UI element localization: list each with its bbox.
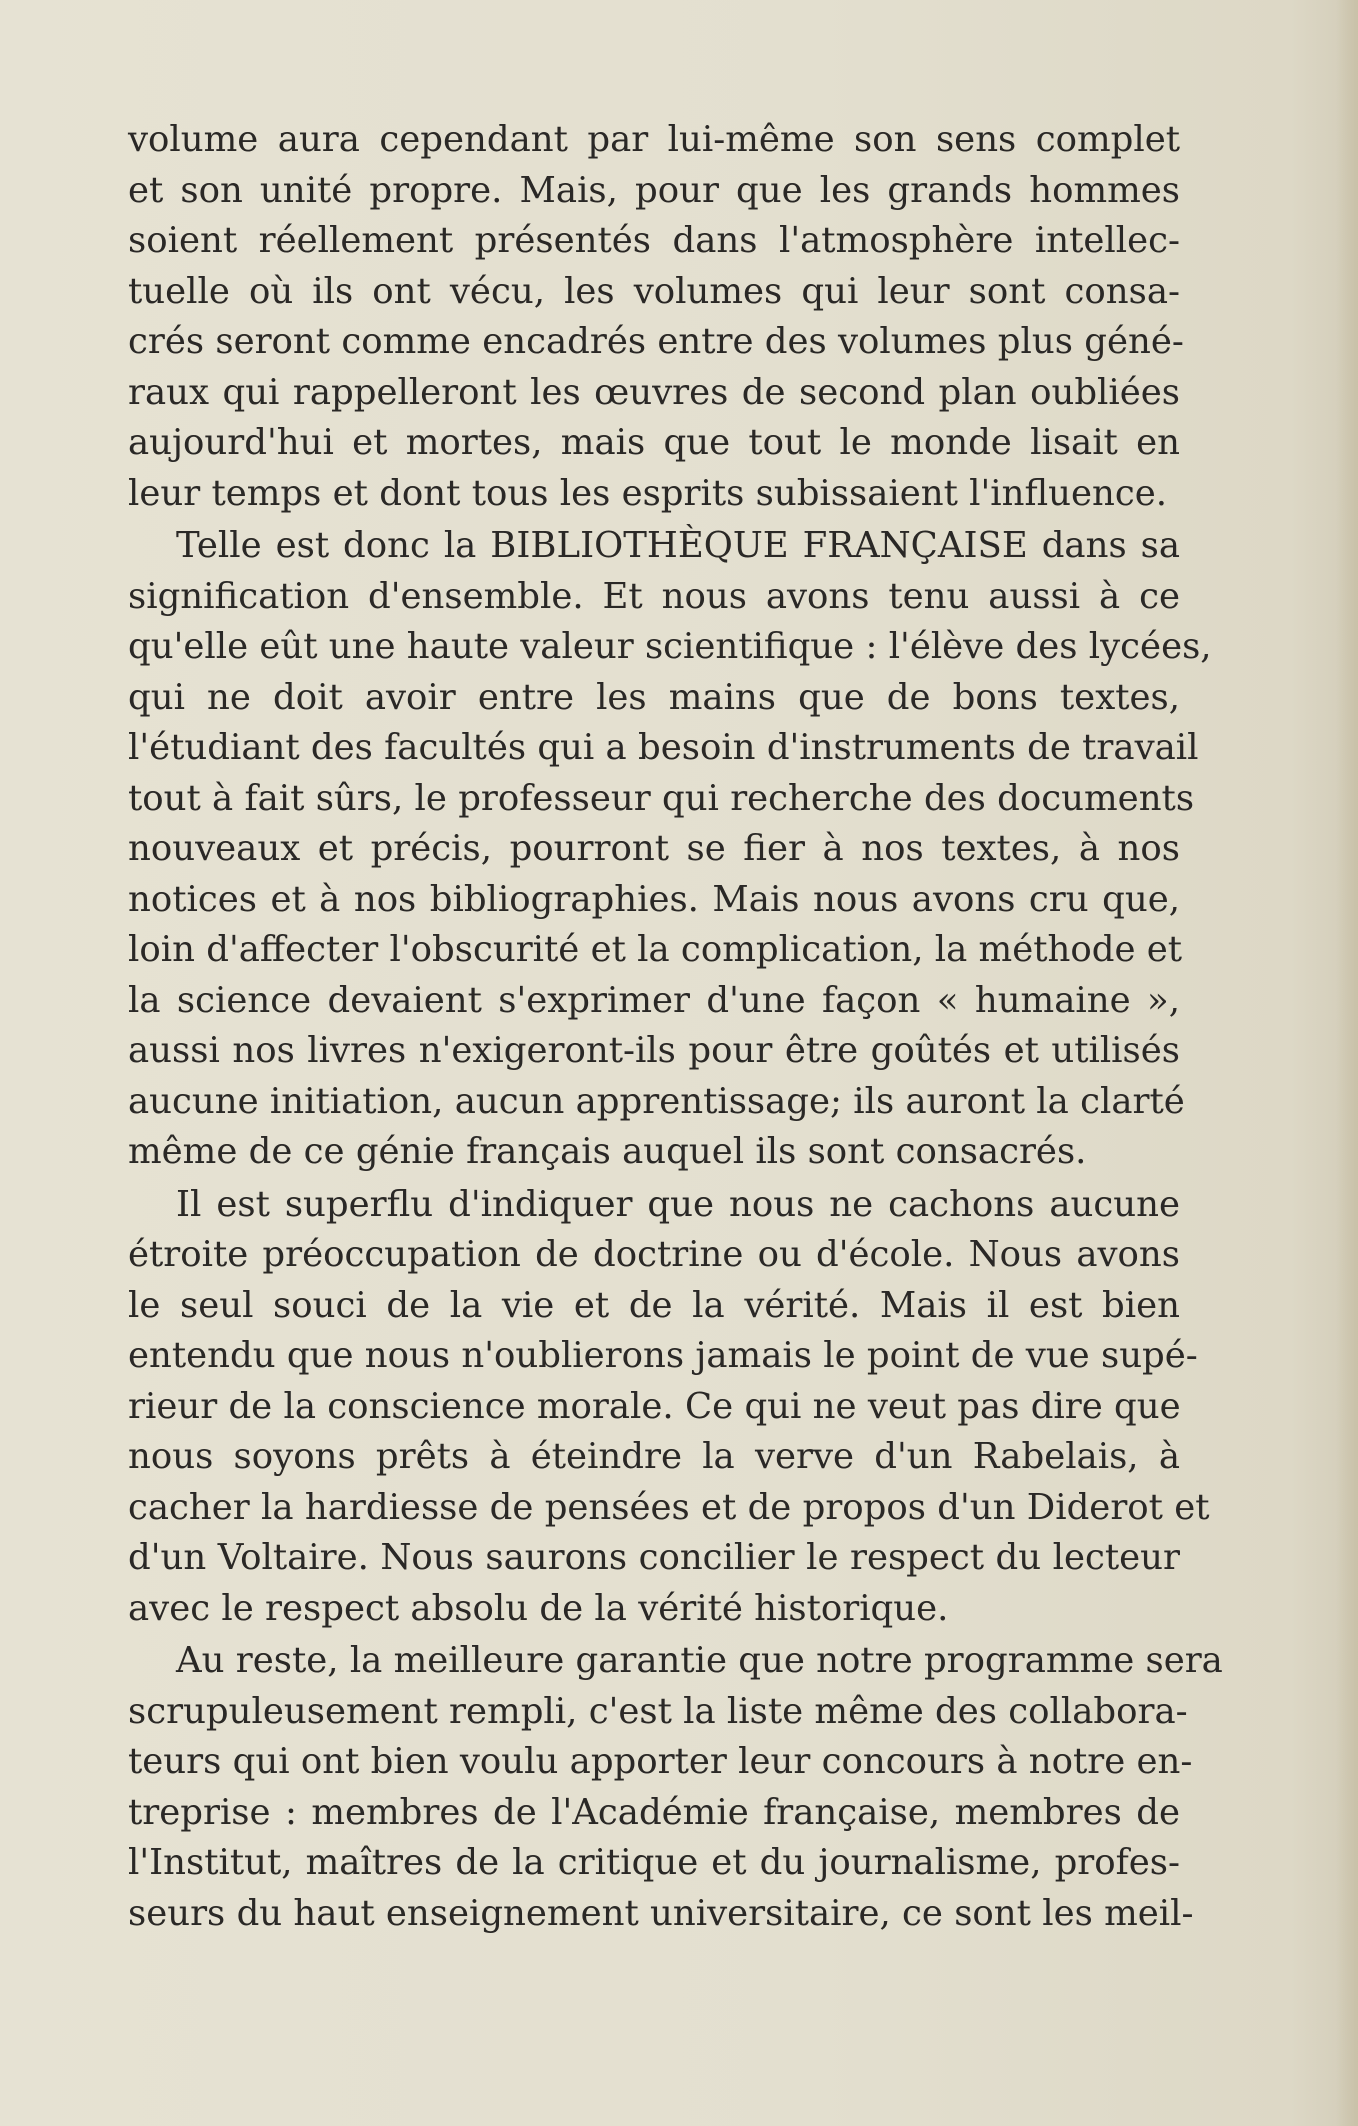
- text-line: cacher la hardiesse de pensées et de propos d'un Diderot et: [128, 1486, 1210, 1528]
- text-line: avec le respect absolu de la vérité historique.: [128, 1587, 949, 1629]
- paragraph: [128, 521, 1212, 1178]
- text-line: nous soyons prêts à éteindre la verve d'un Rabelais, à: [128, 1436, 1180, 1477]
- text-line: étroite préoccupation de doctrine ou d'école. Nous avons: [128, 1234, 1180, 1275]
- text-line: l'Institut, maîtres de la critique et du journalisme, profes-: [128, 1842, 1180, 1883]
- page-edge: [1336, 0, 1358, 2126]
- text-line: treprise : membres de l'Académie française, membres de: [128, 1791, 1180, 1833]
- text-line: teurs qui ont bien voulu apporter leur concours à notre en-: [128, 1741, 1193, 1782]
- text-line: aujourd'hui et mortes, mais que tout le monde lisait en: [128, 422, 1180, 463]
- paragraph: [128, 1636, 1223, 1939]
- text-line: seurs du haut enseignement universitaire, ce sont les meil-: [128, 1892, 1194, 1934]
- text-line: qui ne doit avoir entre les mains que de bons textes,: [128, 676, 1180, 718]
- text-line: d'un Voltaire. Nous saurons concilier le respect du lecteur: [128, 1537, 1180, 1578]
- text-line: entendu que nous n'oublierons jamais le point de vue supé-: [128, 1335, 1198, 1376]
- text-line: tuelle où ils ont vécu, les volumes qui leur sont consa-: [128, 270, 1180, 312]
- text-line: volume aura cependant par lui-même son sens complet: [128, 119, 1180, 160]
- text-line: notices et à nos bibliographies. Mais nous avons cru que,: [128, 878, 1180, 920]
- text-line: soient réellement présentés dans l'atmosphère intellec-: [128, 220, 1180, 261]
- text-line: aucune initiation, aucun apprentissage; ils auront la clarté: [128, 1080, 1185, 1122]
- body-text: [128, 115, 1223, 1939]
- text-line: le seul souci de la vie et de la vérité. Mais il est bien: [128, 1284, 1180, 1326]
- text-line: nouveaux et précis, pourront se fier à nos textes, à nos: [128, 828, 1180, 869]
- paragraph: [128, 115, 1184, 519]
- text-line: Telle est donc la BIBLIOTHÈQUE FRANÇAISE dans sa: [176, 525, 1180, 566]
- text-line: loin d'affecter l'obscurité et la complication, la méthode et: [128, 929, 1183, 970]
- text-line: aussi nos livres n'exigeront-ils pour être goûtés et utilisés: [128, 1030, 1180, 1071]
- text-line: crés seront comme encadrés entre des volumes plus géné-: [128, 321, 1184, 362]
- text-line: signification d'ensemble. Et nous avons tenu aussi à ce: [128, 575, 1180, 617]
- text-line: qu'elle eût une haute valeur scientifique : l'élève des lycées,: [128, 626, 1212, 667]
- text-line: scrupuleusement rempli, c'est la liste même des collabora-: [128, 1690, 1188, 1732]
- text-line: raux qui rappelleront les œuvres de second plan oubliées: [128, 371, 1180, 413]
- text-line: même de ce génie français auquel ils sont consacrés.: [128, 1131, 1087, 1172]
- text-line: rieur de la conscience morale. Ce qui ne veut pas dire que: [128, 1385, 1181, 1427]
- text-line: l'étudiant des facultés qui a besoin d'instruments de travail: [128, 727, 1199, 768]
- text-line: et son unité propre. Mais, pour que les grands hommes: [128, 169, 1180, 211]
- text-line: leur temps et dont tous les esprits subissaient l'influence.: [128, 472, 1168, 514]
- text-line: Il est superflu d'indiquer que nous ne cachons aucune: [176, 1183, 1180, 1225]
- text-line: la science devaient s'exprimer d'une façon « humaine »,: [128, 979, 1180, 1021]
- paragraph: [128, 1180, 1210, 1635]
- text-line: tout à fait sûrs, le professeur qui recherche des documents: [128, 777, 1195, 819]
- text-line: Au reste, la meilleure garantie que notre programme sera: [176, 1640, 1223, 1681]
